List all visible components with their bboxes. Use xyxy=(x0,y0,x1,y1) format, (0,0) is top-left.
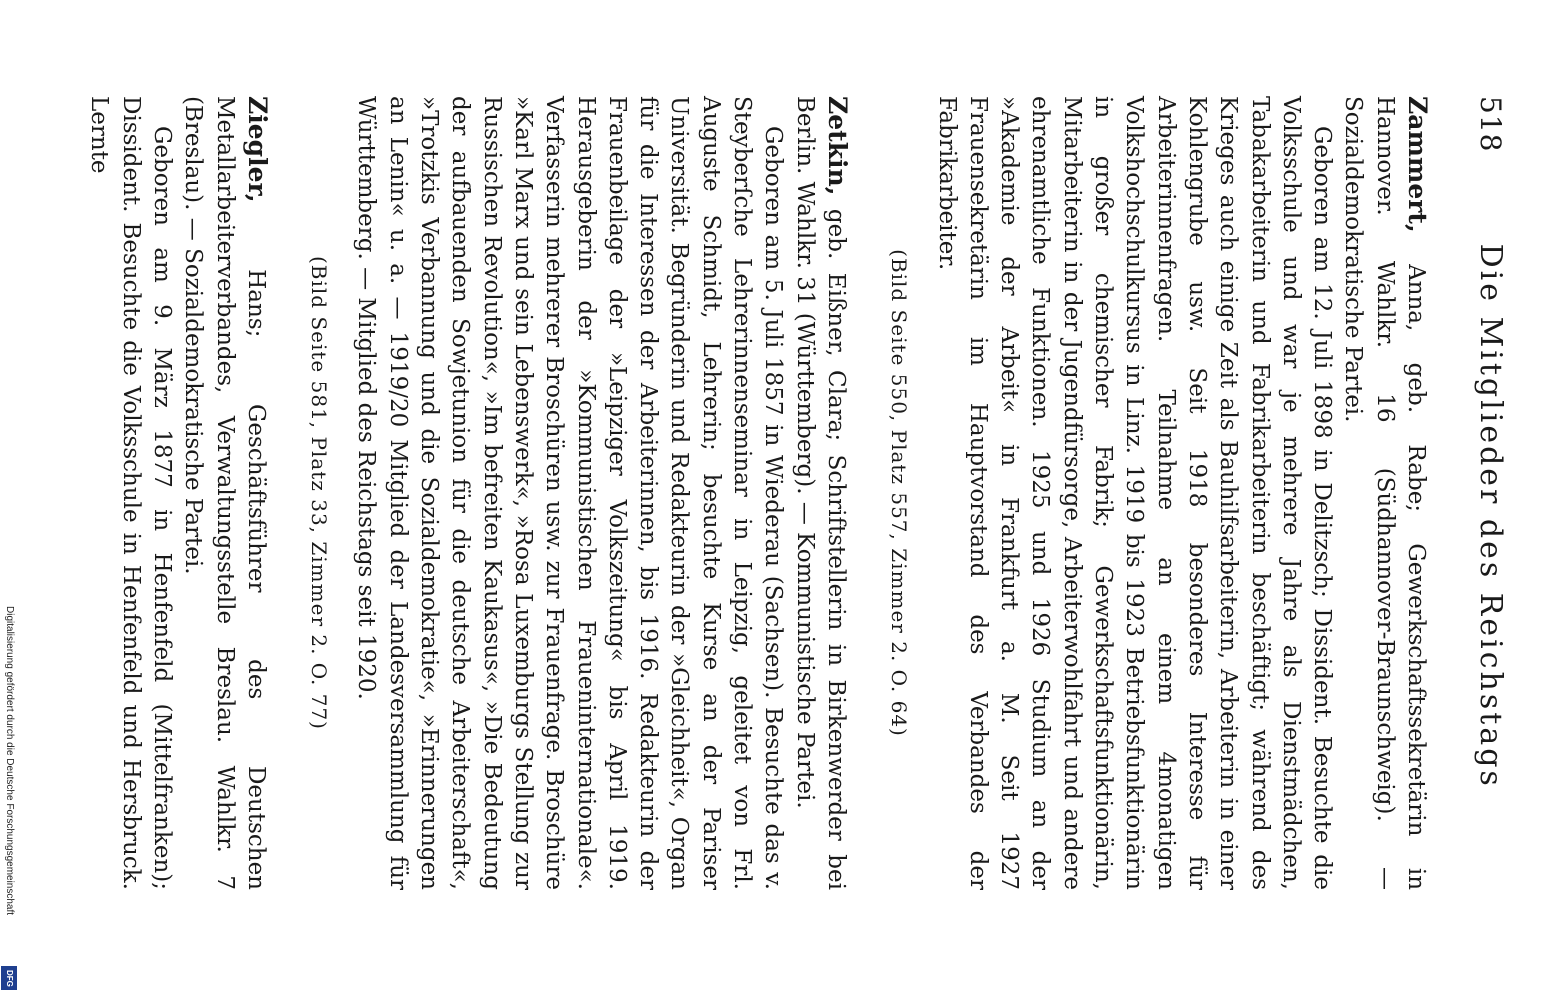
entry-lead xyxy=(177,96,273,890)
entry-lead-text: geb. Eißner, Clara; Schriftstellerin in Birkenwerder bei Berlin. Wahlkr. 31 (Württemberg). — Kommunistische Partei. xyxy=(791,96,849,890)
page-number: 518 xyxy=(1474,96,1507,153)
entry-body: Geboren am 9. März 1877 in Henfenfeld (Mittelfranken); Dissident. Besuchte die Volksschule in Henfenfeld und Hersbruck. Lernte xyxy=(86,96,176,890)
entry-reference: (Bild Seite 550, Platz 557, Zimmer 2. O. 64) xyxy=(887,249,912,737)
credit-text: Digitalisierung gefördert durch die Deutsche Forschungsgemeinschaft xyxy=(4,606,15,916)
entry-lead-text: Hans; Geschäftsführer des Deutschen Metallarbeiterverbandes, Verwaltungsstelle Breslau. Wahlkr. 7 (Breslau). — Sozialdemokratische Partei. xyxy=(180,96,269,890)
running-title: Die Mitglieder des Reichstags xyxy=(1473,243,1508,789)
entry-body: Geboren am 5. Juli 1857 in Wiederau (Sachsen). Besuchte das v. Steyberſche Lehrerinnenseminar in Leipzig, geleitet von Frl. Auguste Schmidt, Lehrerin; besuchte Kurse an der Pariser Universität. Begründerin und Redakteurin der »Gleichheit«, Organ für die Interessen der Arbeiterinnen, bis 1916. Redakteurin der Frauenbeilage der »Leipziger Volkszeitung« bis April 1919. Herausgeberin der »Kommunistischen Fraueninternationale«. Verfasserin mehrerer Broschüren usw. zur Frauenfrage. Broschüre »Karl Marx und sein Lebenswerk«, »Rosa Luxemburgs Stellung zur Russischen Revolution«, »Im befreiten Kaukasus«, »Die Bedeutung der aufbauenden Sowjetunion für die deutsche Arbeiterschaft«, »Trotzkis Verbannung und die Sozialdemokratie«, »Erinnerungen an Lenin« u. a. — 1919/20 Mitglied der Landesversammlung für Württemberg. — Mitglied des Reichstags seit 1920. xyxy=(353,96,787,890)
biography-entry xyxy=(303,96,853,890)
dfg-logo: DFG xyxy=(1,966,17,990)
entry-name: Zammert, xyxy=(1403,96,1432,233)
entry-name: Zetkin, xyxy=(822,96,852,196)
entry-lead-text: Anna, geb. Rabe; Gewerkschaftssekretärin in Hannover. Wahlkr. 16 (Südhannover-Braunschweig). — Sozialdemokratische Partei. xyxy=(1340,96,1429,891)
entry-body: Geboren am 12. Juli 1898 in Delitzsch; Dissident. Besuchte die Volksschule und war je mehrere Jahre als Dienstmädchen, Tabakarbeiterin und Fabrikarbeiterin beschäftigt; während des Krieges auch einige Zeit als Bauhilfsarbeiterin, Arbeiterin in einer Kohlengrube usw. Seit 1918 besonderes Interesse für Arbeiterinnenfragen. Teilnahme an einem 4monatigen Volkshochschulkursus in Linz. 1919 bis 1923 Betriebsfunktionärin in großer chemischer Fabrik; Gewerkschaftsfunktionärin, Mitarbeiterin in der Jugendfürsorge, Arbeiterwohlfahrt und andere ehrenamtliche Funktionen. 1925 und 1926 Studium an der »Akademie der Arbeit« in Frankfurt a. M. Seit 1927 Frauensekretärin im Hauptvorstand des Verbandes der Fabrikarbeiter. xyxy=(933,96,1336,890)
biography-entry xyxy=(83,96,273,890)
entry-reference: (Bild Seite 581, Platz 33, Zimmer 2. O. 77) xyxy=(307,256,332,730)
page-header xyxy=(1473,96,1508,890)
entry-lead xyxy=(788,96,853,890)
entry-name: Ziegler, xyxy=(242,96,272,203)
biography-entry xyxy=(883,96,1433,890)
entry-lead xyxy=(1337,96,1433,890)
